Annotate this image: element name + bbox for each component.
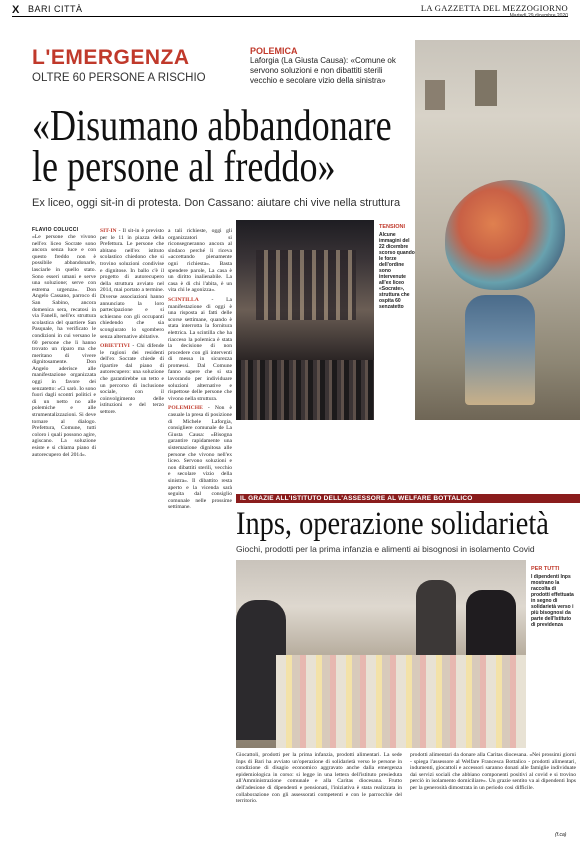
section-marker: X xyxy=(12,4,20,16)
mural-window xyxy=(425,80,445,110)
paragraph: OBIETTIVI - Chi difende le ragioni dei residenti dell'ex Socrate chiede di ripartire dal piano di autorecupero: una soluzione che garantirebbe un tetto e un percorso di inclusione sociale, con il coinvolgimento delle istituzioni e del terzo settore. xyxy=(100,343,164,416)
mural-bird xyxy=(445,180,565,290)
paragraph-body: Chi difende le ragioni dei residenti dell'ex Socrate chiede di ripartire dal piano di autorecupero: una soluzione che garantirebbe un tetto e un percorso di inclusione sociale, con il coinvolgimento delle istituzioni e del terzo settore. xyxy=(100,343,164,416)
paragraph-body: Il sit-in è previsto per le 11 in piazza della Prefettura. Le persone che abitano nell'ex istituto scolastico chiedono che si trovino soluzioni condivise e dignitose. In ballo c'è il progetto di autorecupero della struttura avviato nel 2014, mai portato a termine. Diverse associazioni hanno annunciato la loro partecipazione e si schierano con gli occupanti chiedendo che sia scongiurato lo sgombero senza alternative abitative. xyxy=(100,228,164,340)
polemica-text: Laforgia (La Giusta Causa): «Comune ok servono soluzioni e non dibattiti sterili vecchio e secolare vizio della sinistra» xyxy=(250,56,396,85)
newspaper-name: LA GAZZETTA DEL MEZZOGIORNO xyxy=(420,3,568,13)
paragraph: SIT-IN - Il sit-in è previsto per le 11 in piazza della Prefettura. Le persone che abitano nell'ex istituto scolastico chiedono che si trovino soluzioni condivise e dignitose. In ballo c'è il progetto di autorecupero della struttura avviato nel 2014, mai portato a termine. Diverse associazioni hanno annunciato la loro partecipazione e si schierano con gli occupanti chiedendo che sia scongiurato lo sgombero senza alternative abitative. xyxy=(100,228,164,340)
donation-table xyxy=(276,655,526,748)
mural-figure xyxy=(465,295,535,405)
paragraph-head: SIT-IN xyxy=(100,228,117,234)
kicker: L'EMERGENZA xyxy=(32,46,190,69)
building-facade xyxy=(256,250,356,320)
crowd xyxy=(236,360,374,420)
paragraph-body: Non è casuale la presa di posizione di Michele Laforgia, consigliere comunale de La Giusta Causa: «Bisogna garantire rapidamente una sistemazione dignitosa alle persone che vivono nell'ex liceo. Servono soluzioni e non dibattiti sterili, vecchio e secolare vizio della sinistra». Il dibattito resta aperto e la vicenda sarà seguita dal consiglio comunale nelle prossime settimane. xyxy=(168,405,232,511)
article-column-1 xyxy=(32,234,96,461)
paragraph: SCINTILLA - La manifestazione di oggi è una risposta ai fatti delle scorse settimane, quando è stata interrotta la fornitura elettrica. La scintilla che ha riacceso la polemica è stata la decisione di non procedere con gli interventi di messa in sicurezza promessi. Dal Comune fanno sapere che si sta lavorando per individuare soluzioni alternative e rispettose delle persone che vivono nella struttura. xyxy=(168,296,232,402)
mural-window xyxy=(475,70,497,106)
paragraph-head: SCINTILLA xyxy=(168,296,199,303)
photo-caption: Alcune immagini del 22 dicembre scorso quando le forze dell'ordine sono intervenute all'ex liceo «Socrate», struttura che ospita 60 senzatetto xyxy=(379,232,415,310)
article2-column-1: Giocattoli, prodotti per la prima infanzia, prodotti alimentari. La sede Inps di Bari ha avviato un'operazione di solidarietà verso le persone in condizione di disagio economico aggravato anche dalla emergenza epidemiologica in corso: si legge in una lettera dell'istituto presieduta all'Amministrazione comunale e alla Caritas diocesana. Frutto dell'adesione di dipendenti e pensionati, l'iniziativa è stata realizzata in collaborazione con gli assessorati competenti e con le parrocchie del territorio. xyxy=(236,752,402,805)
building-photo xyxy=(236,220,374,420)
subheadline: Ex liceo, oggi sit-in di protesta. Don Cassano: aiutare chi vive nella struttura xyxy=(32,197,401,209)
paragraph: «Le persone che vivono nell'ex liceo Socrate sono ancora senza luce e con questo freddo non è possibile abbandonarle, lasciarle in quello stato. Sono esseri umani e serve una soluzione; serve con estrema urgenza». Don Angelo Cassano, parroco di San Sabino, ancora domenica sera, recatosi in via Fanelli, nell'ex struttura scolastica del quartiere San Pasquale, ha verificato le condizioni in cui versano le 60 persone che lì hanno trovato un riparo ma che meritano di vivere dignitosamente. Don Angelo aderisce alle manifestazione organizzata oggi in favore dei senzatetto: «Ci sarò. Io sono fuori dagli scontri politici e di un netto no alle polemiche e alle strumentalizzazioni. Si deve tornare al dialogo. Prefettura, Comune, tutti coloro i quali possono agire, agiscano. La soluzione esiste e si chiama piano di autorecupero del 2014». xyxy=(32,234,96,458)
issue-date: Martedì 29 dicembre 2020 xyxy=(509,13,568,19)
headline-line-2: le persone al freddo» xyxy=(32,142,336,191)
article2-signature: (f.ca) xyxy=(555,832,567,838)
article2-band-text: IL GRAZIE ALL'ISTITUTO DELL'ASSESSORE AL WELFARE BOTTALICO xyxy=(240,495,473,502)
photo-caption-title: TENSIONI xyxy=(379,224,405,230)
main-headline xyxy=(32,101,392,191)
article2-column-2: prodotti alimentari da donare alla Caritas diocesana. «Nei prossimi giorni - spiega l'assessore al Welfare Francesca Bottalico - prodotti alimentari, indumenti, giocattoli e accessori saranno donati alle famiglie individuate dai servizi sociali che abbiano componenti positivi al covid e si trovino perciò in isolamento domiciliare». Un grazie sentito va ai dipendenti Inps per la generosità dimostrata in un periodo così difficile. xyxy=(410,752,576,791)
author-byline: FLAVIO COLUCCI xyxy=(32,227,79,233)
paragraph: POLEMICHE - Non è casuale la presa di posizione di Michele Laforgia, consigliere comunale de La Giusta Causa: «Bisogna garantire rapidamente una sistemazione dignitosa alle persone che vivono nell'ex liceo. Servono soluzioni e non dibattiti sterili, vecchio e secolare vizio della sinistra». Il dibattito resta aperto e la vicenda sarà seguita dal consiglio comunale nelle prossime settimane. xyxy=(168,405,232,511)
paragraph-head: POLEMICHE xyxy=(168,405,203,412)
photo-caption-title: PER TUTTI xyxy=(531,566,560,572)
page-header xyxy=(12,4,568,17)
paragraph: a tali richieste, oggi gli organizzatori si riconsegneranno ancora al sindaco perché li riceva «accettando pienamente ogni richiesta». Basta spendere parole, La casa è un diritto inalienabile. La casa è di chi l'abita, è un vita chi le agonizza». xyxy=(168,228,232,294)
donation-photo xyxy=(236,560,526,748)
article-column-2 xyxy=(168,228,232,511)
polemica-label: POLEMICA xyxy=(250,46,298,56)
paragraph-head: OBIETTIVI xyxy=(100,343,130,350)
photo-caption: I dipendenti Inps mostrano la raccolta di prodotti effettuata in segno di solidarietà verso i più bisognosi da parte dell'Istituto di previdenza xyxy=(531,574,574,628)
headline-line-1: «Disumano abbandonare xyxy=(32,101,392,150)
mural-photo xyxy=(415,40,580,420)
paragraph-body: La manifestazione di oggi è una risposta ai fatti delle scorse settimane, quando è stata interrotta la fornitura elettrica. La scintilla che ha riacceso la polemica è stata la decisione di non procedere con gli interventi di messa in sicurezza promessi. Dal Comune fanno sapere che si sta lavorando per individuare soluzioni alternative e rispettose delle persone che vivono nella struttura. xyxy=(168,296,232,402)
kicker-subtitle: OLTRE 60 PERSONE A RISCHIO xyxy=(32,72,206,84)
article-column-1b xyxy=(100,228,164,416)
article2-subheadline: Giochi, prodotti per la prima infanzia e alimenti ai bisognosi in isolamento Covid xyxy=(236,544,535,554)
article2-headline: Inps, operazione solidarietà xyxy=(236,506,549,542)
section-name: BARI CITTÀ xyxy=(28,4,83,14)
